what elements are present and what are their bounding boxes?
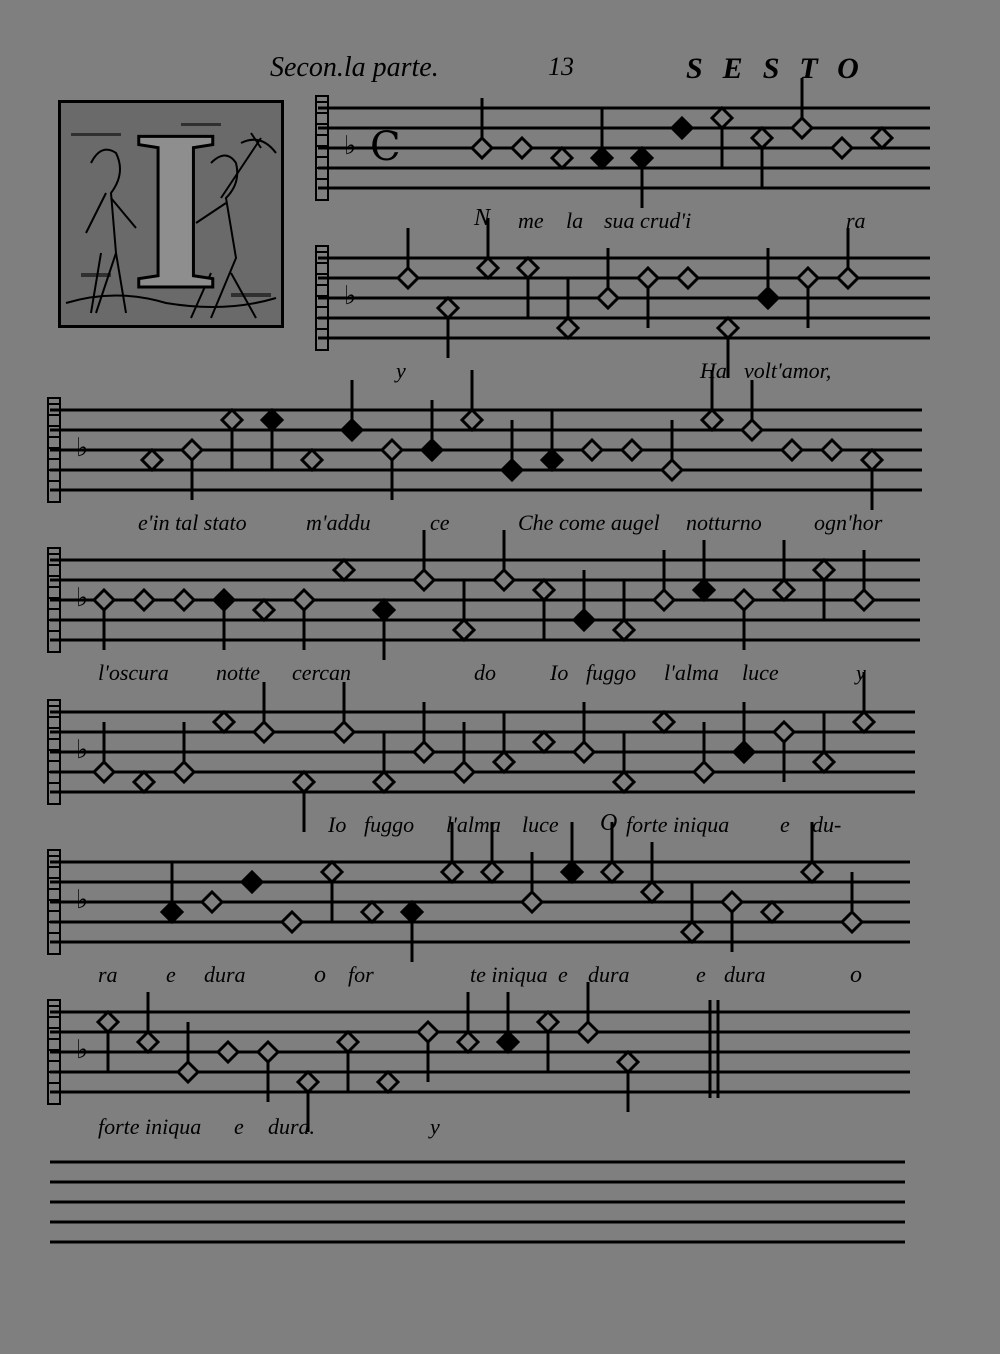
lyric-syllable: du-: [812, 812, 842, 837]
lyric-syllable: luce: [742, 660, 779, 685]
lyric-syllable: Ha: [700, 358, 727, 383]
note-head: [294, 590, 314, 610]
note-head: [538, 1012, 558, 1032]
lyric-syllable: Io: [550, 660, 569, 685]
flat-sign: ♭: [76, 885, 89, 915]
lyric-syllable: o: [850, 962, 862, 988]
lyric-syllable: do: [474, 660, 496, 685]
lyric-syllable: e: [696, 962, 706, 987]
note-head: [838, 268, 858, 288]
lyric-syllable: l'alma: [664, 660, 719, 685]
note-head: [214, 590, 234, 610]
lyric-syllable: forte iniqua: [626, 812, 730, 837]
lyric-syllable: O: [600, 810, 618, 836]
note-head: [242, 872, 262, 892]
note-head: [472, 138, 492, 158]
note-head: [542, 450, 562, 470]
note-head: [98, 1012, 118, 1032]
note-head: [462, 410, 482, 430]
lyric-syllable: ogn'hor: [814, 510, 883, 535]
lyric-syllable: te iniqua: [470, 962, 548, 987]
note-head: [638, 268, 658, 288]
note-head: [334, 722, 354, 742]
note-head: [414, 570, 434, 590]
note-head: [872, 128, 892, 148]
lyric-syllable: y: [430, 1114, 440, 1139]
note-head: [678, 268, 698, 288]
note-head: [522, 892, 542, 912]
note-head: [802, 862, 822, 882]
note-head: [854, 590, 874, 610]
note-head: [694, 762, 714, 782]
note-head: [622, 440, 642, 460]
note-head: [302, 450, 322, 470]
note-head: [662, 460, 682, 480]
note-head: [134, 772, 154, 792]
lyric-syllable: Io: [328, 812, 347, 837]
flat-sign: ♭: [76, 735, 89, 765]
note-head: [382, 440, 402, 460]
lyric-syllable: fuggo: [586, 660, 637, 685]
note-head: [832, 138, 852, 158]
note-head: [142, 450, 162, 470]
note-head: [842, 912, 862, 932]
note-head: [614, 772, 634, 792]
note-head: [282, 912, 302, 932]
note-head: [162, 902, 182, 922]
note-head: [262, 410, 282, 430]
note-head: [438, 298, 458, 318]
note-head: [422, 440, 442, 460]
note-head: [618, 1052, 638, 1072]
note-head: [138, 1032, 158, 1052]
note-head: [174, 762, 194, 782]
note-head: [782, 440, 802, 460]
note-head: [498, 1032, 518, 1052]
lyric-syllable: dura.: [268, 1114, 316, 1139]
note-head: [218, 1042, 238, 1062]
lyric-syllable: e: [166, 962, 176, 987]
lyric-syllable: ra: [98, 962, 118, 987]
note-head: [722, 892, 742, 912]
lyric-syllable: y: [396, 358, 406, 383]
lyric-syllable: forte iniqua: [98, 1114, 202, 1139]
lyric-syllable: o: [314, 962, 326, 988]
note-head: [334, 560, 354, 580]
note-head: [534, 580, 554, 600]
note-head: [338, 1032, 358, 1052]
note-head: [202, 892, 222, 912]
note-head: [862, 450, 882, 470]
mensuration-sign: C: [370, 124, 401, 170]
note-head: [294, 772, 314, 792]
note-head: [582, 440, 602, 460]
note-head: [494, 752, 514, 772]
note-head: [712, 108, 732, 128]
note-head: [414, 742, 434, 762]
note-head: [774, 580, 794, 600]
lyric-syllable: dura: [724, 962, 766, 987]
lyric-syllable: fuggo: [364, 812, 415, 837]
note-head: [254, 600, 274, 620]
note-head: [694, 580, 714, 600]
note-head: [574, 610, 594, 630]
lyric-syllable: volt'amor,: [744, 358, 832, 383]
note-head: [418, 1022, 438, 1042]
note-head: [94, 590, 114, 610]
note-head: [478, 258, 498, 278]
initial-letter: I: [131, 82, 221, 337]
note-head: [654, 712, 674, 732]
note-head: [718, 318, 738, 338]
note-head: [598, 288, 618, 308]
note-head: [534, 732, 554, 752]
page-number: 13: [548, 52, 574, 81]
note-head: [672, 118, 692, 138]
lyric-syllable: Che come augel: [518, 510, 660, 535]
note-head: [182, 440, 202, 460]
lyric-syllable: ce: [430, 510, 450, 535]
note-head: [814, 560, 834, 580]
note-head: [518, 258, 538, 278]
note-head: [854, 712, 874, 732]
note-head: [374, 600, 394, 620]
note-head: [402, 902, 422, 922]
note-head: [512, 138, 532, 158]
note-head: [742, 420, 762, 440]
lyric-syllable: dura: [204, 962, 246, 987]
lyric-syllable: sua crud'i: [604, 208, 692, 233]
note-head: [458, 1032, 478, 1052]
lyric-syllable: e: [234, 1114, 244, 1139]
note-head: [562, 862, 582, 882]
note-head: [362, 902, 382, 922]
note-head: [822, 440, 842, 460]
note-head: [174, 590, 194, 610]
note-head: [454, 620, 474, 640]
lyric-syllable: notte: [216, 660, 260, 685]
note-head: [654, 590, 674, 610]
note-head: [558, 318, 578, 338]
lyric-syllable: e'in tal stato: [138, 510, 247, 535]
flat-sign: ♭: [76, 1035, 89, 1065]
note-head: [614, 620, 634, 640]
note-head: [398, 268, 418, 288]
lyric-syllable: l'alma: [446, 812, 501, 837]
note-head: [378, 1072, 398, 1092]
note-head: [374, 772, 394, 792]
lyric-syllable: notturno: [686, 510, 762, 535]
note-head: [214, 712, 234, 732]
lyric-syllable: e: [780, 812, 790, 837]
note-head: [482, 862, 502, 882]
flat-sign: ♭: [344, 131, 357, 161]
lyric-syllable: luce: [522, 812, 559, 837]
note-head: [342, 420, 362, 440]
lyric-syllable: cercan: [292, 660, 352, 685]
note-head: [734, 590, 754, 610]
note-head: [494, 570, 514, 590]
lyric-syllable: l'oscura: [98, 660, 169, 685]
note-head: [552, 148, 572, 168]
note-head: [578, 1022, 598, 1042]
note-head: [702, 410, 722, 430]
lyric-syllable: la: [566, 208, 584, 233]
note-head: [322, 862, 342, 882]
note-head: [222, 410, 242, 430]
note-head: [502, 460, 522, 480]
part-heading: Secon.la parte.: [270, 52, 439, 83]
note-head: [734, 742, 754, 762]
flat-sign: ♭: [76, 433, 89, 463]
lyric-syllable: dura: [588, 962, 630, 987]
note-head: [798, 268, 818, 288]
note-head: [592, 148, 612, 168]
lyric-syllable: me: [518, 208, 544, 233]
note-head: [632, 148, 652, 168]
lyric-syllable: m'addu: [306, 510, 371, 535]
note-head: [454, 762, 474, 782]
note-head: [602, 862, 622, 882]
note-head: [442, 862, 462, 882]
flat-sign: ♭: [76, 583, 89, 613]
voice-part-title: SESTO: [686, 52, 879, 85]
note-head: [752, 128, 772, 148]
lyric-syllable: e: [558, 962, 568, 987]
note-head: [814, 752, 834, 772]
note-head: [94, 762, 114, 782]
lyric-syllable: y: [856, 660, 866, 685]
note-head: [254, 722, 274, 742]
lyric-syllable: for: [348, 962, 374, 987]
note-head: [258, 1042, 278, 1062]
lyric-syllable: ra: [846, 208, 866, 233]
note-head: [774, 722, 794, 742]
note-head: [682, 922, 702, 942]
note-head: [574, 742, 594, 762]
note-head: [642, 882, 662, 902]
note-head: [134, 590, 154, 610]
note-head: [178, 1062, 198, 1082]
flat-sign: ♭: [344, 281, 357, 311]
note-head: [758, 288, 778, 308]
lyric-syllable: N: [474, 205, 491, 231]
note-head: [298, 1072, 318, 1092]
note-head: [762, 902, 782, 922]
note-head: [792, 118, 812, 138]
